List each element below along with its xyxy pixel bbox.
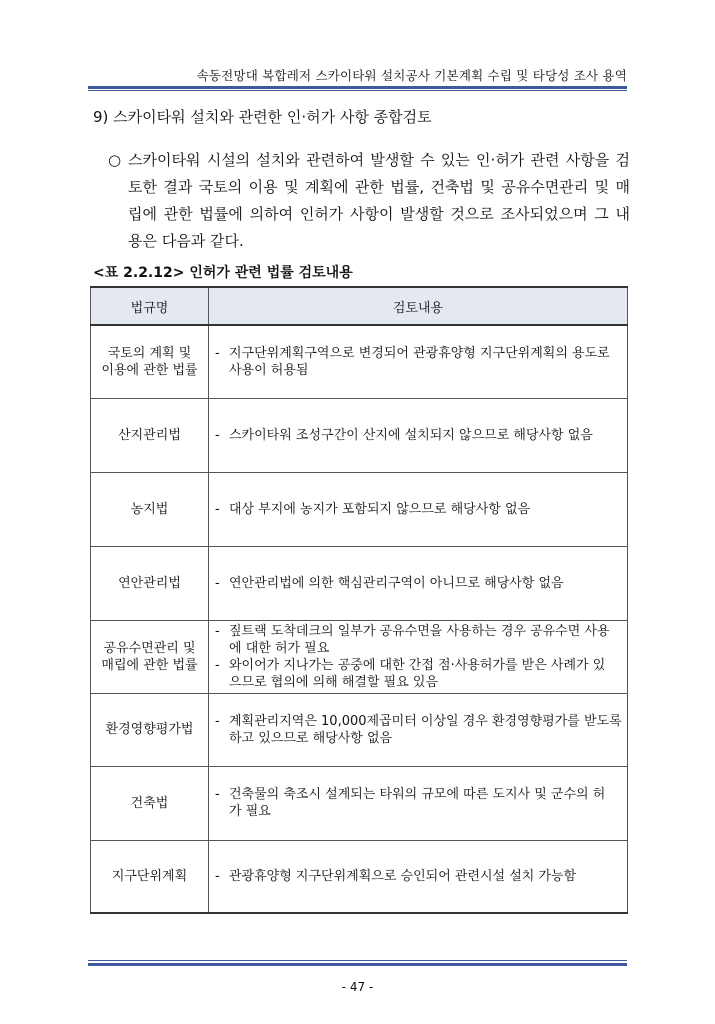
law-name-cell <box>91 693 209 766</box>
review-item <box>215 575 623 592</box>
review-item-line: 건축물의 축조시 설계되는 타워의 규모에 따른 도지사 및 군수의 허 <box>229 787 606 802</box>
law-name-cell <box>91 398 209 472</box>
column-header-law: 법규명 <box>91 287 209 325</box>
dash-marker: - <box>215 345 220 361</box>
law-name-line: 환경영향평가법 <box>105 722 194 737</box>
review-item-line: 지구단위계획구역으로 변경되어 관광휴양형 지구단위계획의 용도로 <box>229 345 610 361</box>
running-header-title: 속동전망대 복합레저 스카이타워 설치공사 기본계획 수립 및 타당성 조사 용역 <box>196 68 627 83</box>
review-item-line: 짚트랙 도착데크의 일부가 공유수면을 사용하는 경우 공유수면 사용 <box>229 623 610 639</box>
paragraph-line: 립에 관한 법률에 의하여 인허가 사항이 발생할 것으로 조사되었으며 그 내 <box>128 205 630 223</box>
review-item <box>215 657 623 691</box>
review-item-line: 사용이 허용됨 <box>229 362 309 378</box>
paragraph-line: 토한 결과 국토의 이용 및 계획에 관한 법률, 건축법 및 공유수면관리 및 매 <box>128 178 630 196</box>
law-name-line: 공유수면관리 및 <box>103 640 196 656</box>
law-name-cell <box>91 620 209 693</box>
review-item <box>215 868 623 885</box>
review-item <box>215 345 623 379</box>
law-name-line: 연안관리법 <box>118 575 181 591</box>
paragraph-line: 용은 다음과 같다. <box>128 232 244 250</box>
table-row <box>91 620 628 693</box>
review-item-line: 관광휴양형 지구단위계획으로 승인되어 관련시설 설치 가능함 <box>229 868 577 884</box>
law-name-cell <box>91 546 209 620</box>
dash-marker: - <box>215 501 220 517</box>
review-content-cell <box>209 398 628 472</box>
review-item-line: 가 필요 <box>229 804 271 819</box>
table-row <box>91 398 628 472</box>
table-header-row <box>91 287 628 325</box>
dash-marker: - <box>215 868 220 884</box>
table-row <box>91 546 628 620</box>
table-row <box>91 325 628 398</box>
review-item-line: 대상 부지에 농지가 포함되지 않으므로 해당사항 없음 <box>229 501 531 517</box>
paragraph-lines <box>128 147 630 255</box>
review-item-line: 으므로 협의에 의해 해결할 필요 있음 <box>229 674 439 690</box>
dash-marker: - <box>215 713 220 729</box>
review-content-cell <box>209 840 628 913</box>
table-row <box>91 840 628 913</box>
paragraph-line: 스카이타워 시설의 설치와 관련하여 발생할 수 있는 인·허가 관련 사항을 검 <box>128 151 630 169</box>
review-content-cell <box>209 546 628 620</box>
review-item <box>215 713 623 747</box>
dash-marker: - <box>215 427 220 443</box>
law-name-cell <box>91 840 209 913</box>
review-item-line: 하고 있으므로 해당사항 없음 <box>229 730 393 746</box>
table-caption: <표 2.2.12> 인허가 관련 법률 검토내용 <box>93 265 353 281</box>
table-row <box>91 766 628 840</box>
circle-bullet-icon: ○ <box>108 151 122 169</box>
law-review-table <box>90 286 628 914</box>
dash-marker: - <box>215 575 220 591</box>
header-rule-thick <box>88 86 627 89</box>
footer-rule-thick <box>88 963 627 966</box>
review-item <box>215 427 623 444</box>
review-content-cell <box>209 766 628 840</box>
footer-rule-thin <box>88 960 627 961</box>
review-item-line: 연안관리법에 의한 핵심관리구역이 아니므로 해당사항 없음 <box>229 575 564 591</box>
review-item <box>215 623 623 657</box>
table-row <box>91 472 628 546</box>
law-name-line: 이용에 관한 법률 <box>101 362 198 378</box>
law-name-cell <box>91 766 209 840</box>
dash-marker: - <box>215 623 220 639</box>
review-item-line: 에 대한 허가 필요 <box>229 640 330 656</box>
column-header-review: 검토내용 <box>209 287 628 325</box>
review-item <box>215 501 623 518</box>
dash-marker: - <box>215 787 220 802</box>
dash-marker: - <box>215 657 220 673</box>
law-name-line: 지구단위계획 <box>111 868 188 884</box>
law-name-line: 국토의 계획 및 <box>107 345 192 361</box>
header-rule-thin <box>88 90 627 91</box>
review-content-cell <box>209 620 628 693</box>
law-name-cell <box>91 472 209 546</box>
table-row <box>91 693 628 766</box>
review-content-cell <box>209 472 628 546</box>
review-content-cell <box>209 325 628 398</box>
page-number: - 47 - <box>341 980 374 994</box>
review-item-line: 와이어가 지나가는 공중에 대한 간접 점·사용허가를 받은 사례가 있 <box>229 657 606 673</box>
law-name-line: 매립에 관한 법률 <box>101 657 198 673</box>
section-heading: 9) 스카이타워 설치와 관련한 인·허가 사항 종합검토 <box>93 108 432 126</box>
review-content-cell <box>209 693 628 766</box>
review-item <box>215 786 623 820</box>
law-name-line: 농지법 <box>130 501 169 517</box>
law-name-line: 건축법 <box>130 795 169 811</box>
body-paragraph <box>108 147 630 255</box>
law-name-line: 산지관리법 <box>118 427 181 443</box>
law-name-cell <box>91 325 209 398</box>
review-item-line: 계획관리지역은 10,000제곱미터 이상일 경우 환경영향평가를 받도록 <box>229 713 622 729</box>
review-item-line: 스카이타워 조성구간이 산지에 설치되지 않으므로 해당사항 없음 <box>229 427 593 443</box>
